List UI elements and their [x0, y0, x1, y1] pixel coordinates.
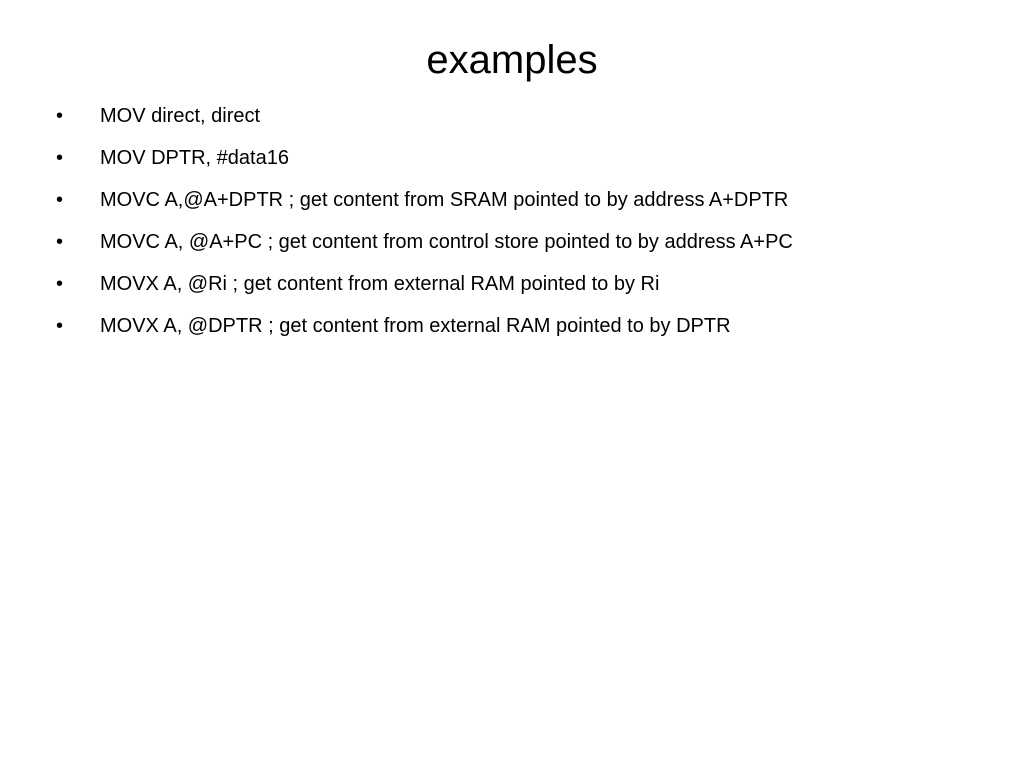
bullet-icon: •	[56, 147, 64, 169]
bullet-text: MOV direct, direct	[100, 105, 261, 127]
list-item	[56, 221, 996, 263]
bullet-icon: •	[56, 273, 64, 295]
slide-title: examples	[426, 38, 598, 82]
bullet-text: MOVX A, @Ri ; get content from external RAM pointed to by Ri	[100, 273, 660, 295]
bullet-text: MOVX A, @DPTR ; get content from external RAM pointed to by DPTR	[100, 315, 731, 337]
list-item	[56, 305, 996, 347]
list-item	[56, 179, 996, 221]
bullet-text: MOVC A,@A+DPTR ; get content from SRAM pointed to by address A+DPTR	[100, 189, 789, 211]
bullet-icon: •	[56, 231, 64, 253]
bullet-icon: •	[56, 189, 64, 211]
list-item	[56, 137, 996, 179]
list-item	[56, 263, 996, 305]
bullet-list	[56, 95, 996, 347]
bullet-icon: •	[56, 105, 64, 127]
bullet-text: MOVC A, @A+PC ; get content from control store pointed to by address A+PC	[100, 231, 793, 253]
list-item	[56, 95, 996, 137]
bullet-text: MOV DPTR, #data16	[100, 147, 289, 169]
bullet-icon: •	[56, 315, 64, 337]
